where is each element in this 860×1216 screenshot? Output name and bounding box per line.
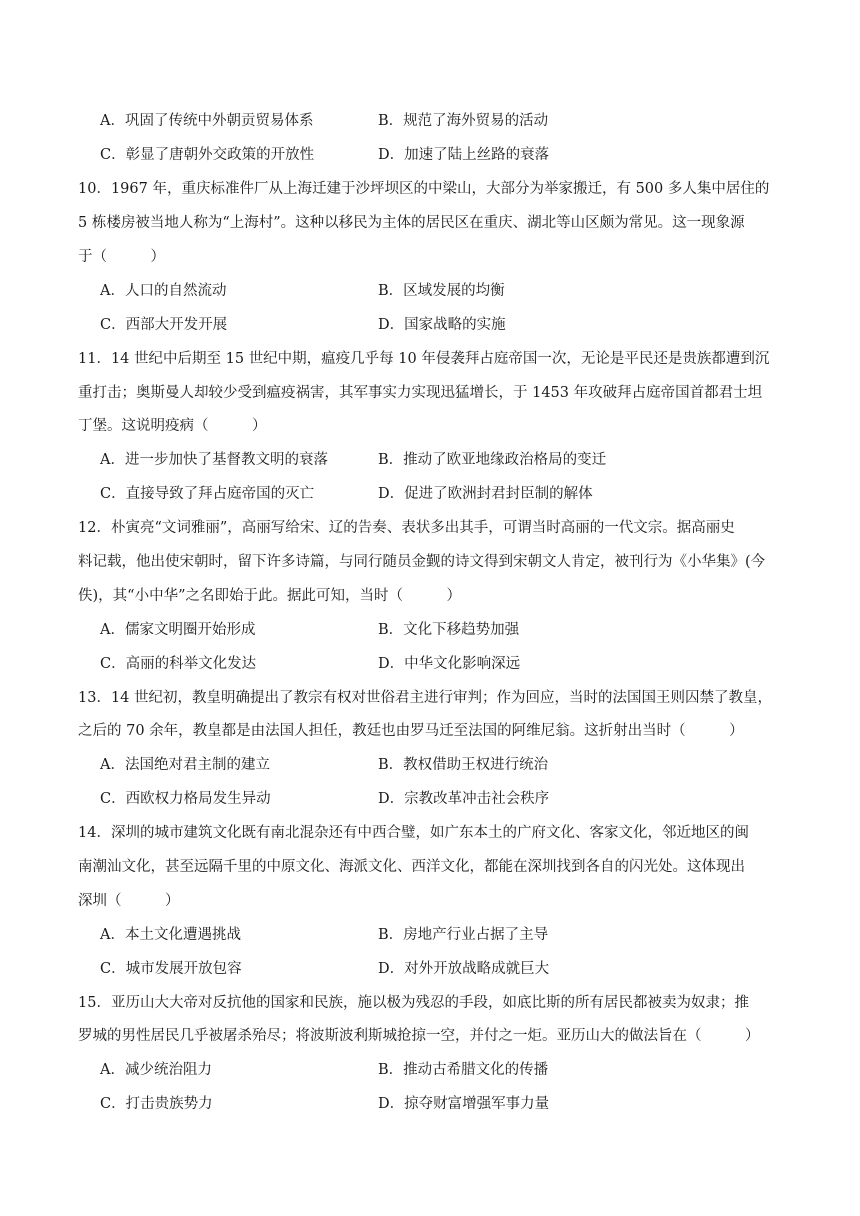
option-c: C．打击贵族势力 — [100, 1096, 213, 1112]
option-d: D．国家战略的实施 — [378, 317, 506, 333]
question-text-line: 南潮汕文化，甚至远隔千里的中原文化、海派文化、西洋文化，都能在深圳找到各自的闪光处。这体现出 — [78, 859, 745, 875]
question-text-line: 重打击；奥斯曼人却较少受到瘟疫祸害，其军事实力实现迅猛增长，于 1453 年攻破拜占庭帝国首都君士坦 — [78, 385, 763, 401]
option-row — [100, 484, 790, 504]
option-c: C．西欧权力格局发生异动 — [100, 791, 271, 807]
question-text-line: 5 栋楼房被当地人称为“上海村”。这种以移民为主体的居民区在重庆、湖北等山区颇为常见。这一现象源 — [78, 215, 745, 231]
option-d: D．掠夺财富增强军事力量 — [378, 1096, 550, 1112]
option-d: D．对外开放战略成就巨大 — [378, 961, 550, 977]
option-a: A．巩固了传统中外朝贡贸易体系 — [100, 113, 314, 129]
question-text-line: 料记载，他出使宋朝时，留下许多诗篇，与同行随员金觐的诗文得到宋朝文人肯定，被刊行为《小华集》(今 — [78, 554, 766, 570]
option-row — [100, 1060, 790, 1080]
option-a: A．人口的自然流动 — [100, 283, 227, 299]
option-c: C．彰显了唐朝外交政策的开放性 — [100, 147, 315, 163]
option-b: B．区域发展的均衡 — [378, 283, 505, 299]
question-text-line: 佚)，其“小中华”之名即始于此。据此可知，当时（ ） — [78, 588, 461, 604]
question-text-line: 12．朴寅亮“文词雅丽”，高丽写给宋、辽的告奏、表状多出其手，可谓当时高丽的一代文宗。据高丽史 — [78, 520, 735, 536]
question-text-line: 于（ ） — [78, 249, 165, 265]
option-b: B．规范了海外贸易的活动 — [378, 113, 549, 129]
option-row — [100, 755, 790, 775]
option-a: A．法国绝对君主制的建立 — [100, 757, 270, 773]
option-b: B．房地产行业占据了主导 — [378, 927, 549, 943]
question-text-line: 深圳（ ） — [78, 893, 180, 909]
option-row — [100, 315, 790, 335]
option-row — [100, 654, 790, 674]
option-c: C．高丽的科举文化发达 — [100, 656, 257, 672]
option-row — [100, 925, 790, 945]
option-row — [100, 1094, 790, 1114]
question-text-line: 15．亚历山大大帝对反抗他的国家和民族，施以极为残忍的手段，如底比斯的所有居民都被卖为奴隶；推 — [78, 995, 749, 1011]
option-b: B．推动古希腊文化的传播 — [378, 1062, 549, 1078]
question-text-line: 11．14 世纪中后期至 15 世纪中期，瘟疫几乎每 10 年侵袭拜占庭帝国一次，无论是平民还是贵族都遭到沉 — [78, 351, 770, 367]
option-d: D．加速了陆上丝路的衰落 — [378, 147, 550, 163]
option-row — [100, 620, 790, 640]
question-text-line: 14．深圳的城市建筑文化既有南北混杂还有中西合璧，如广东本土的广府文化、客家文化，邻近地区的闽 — [78, 825, 749, 841]
question-text-line: 罗城的男性居民几乎被屠杀殆尽；将波斯波利斯城抢掠一空，并付之一炬。亚历山大的做法旨在（ ） — [78, 1028, 760, 1044]
option-a: A．本土文化遭遇挑战 — [100, 927, 241, 943]
option-c: C．西部大开发开展 — [100, 317, 228, 333]
option-a: A．进一步加快了基督教文明的衰落 — [100, 452, 328, 468]
option-a: A．减少统治阻力 — [100, 1062, 212, 1078]
question-text-line: 10．1967 年，重庆标准件厂从上海迁建于沙坪坝区的中梁山，大部分为举家搬迁，有 500 多人集中居住的 — [78, 181, 770, 197]
option-c: C．直接导致了拜占庭帝国的灭亡 — [100, 486, 315, 502]
question-text-line: 丁堡。这说明疫病（ ） — [78, 418, 267, 434]
option-b: B．文化下移趋势加强 — [378, 622, 520, 638]
option-row — [100, 145, 790, 165]
option-row — [100, 789, 790, 809]
question-text-line: 之后的 70 余年，教皇都是由法国人担任，教廷也由罗马迁至法国的阿维尼翁。这折射出当时（ ） — [78, 723, 744, 739]
option-b: B．教权借助王权进行统治 — [378, 757, 549, 773]
option-d: D．宗教改革冲击社会秩序 — [378, 791, 550, 807]
option-b: B．推动了欧亚地缘政治格局的变迁 — [378, 452, 607, 468]
option-row — [100, 450, 790, 470]
option-d: D．促进了欧洲封君封臣制的解体 — [378, 486, 593, 502]
option-row — [100, 111, 790, 131]
question-text-line: 13．14 世纪初，教皇明确提出了教宗有权对世俗君主进行审判；作为回应，当时的法国国王则囚禁了教皇， — [78, 690, 773, 706]
option-c: C．城市发展开放包容 — [100, 961, 242, 977]
option-row — [100, 281, 790, 301]
option-a: A．儒家文明圈开始形成 — [100, 622, 256, 638]
option-d: D．中华文化影响深远 — [378, 656, 521, 672]
option-row — [100, 959, 790, 979]
